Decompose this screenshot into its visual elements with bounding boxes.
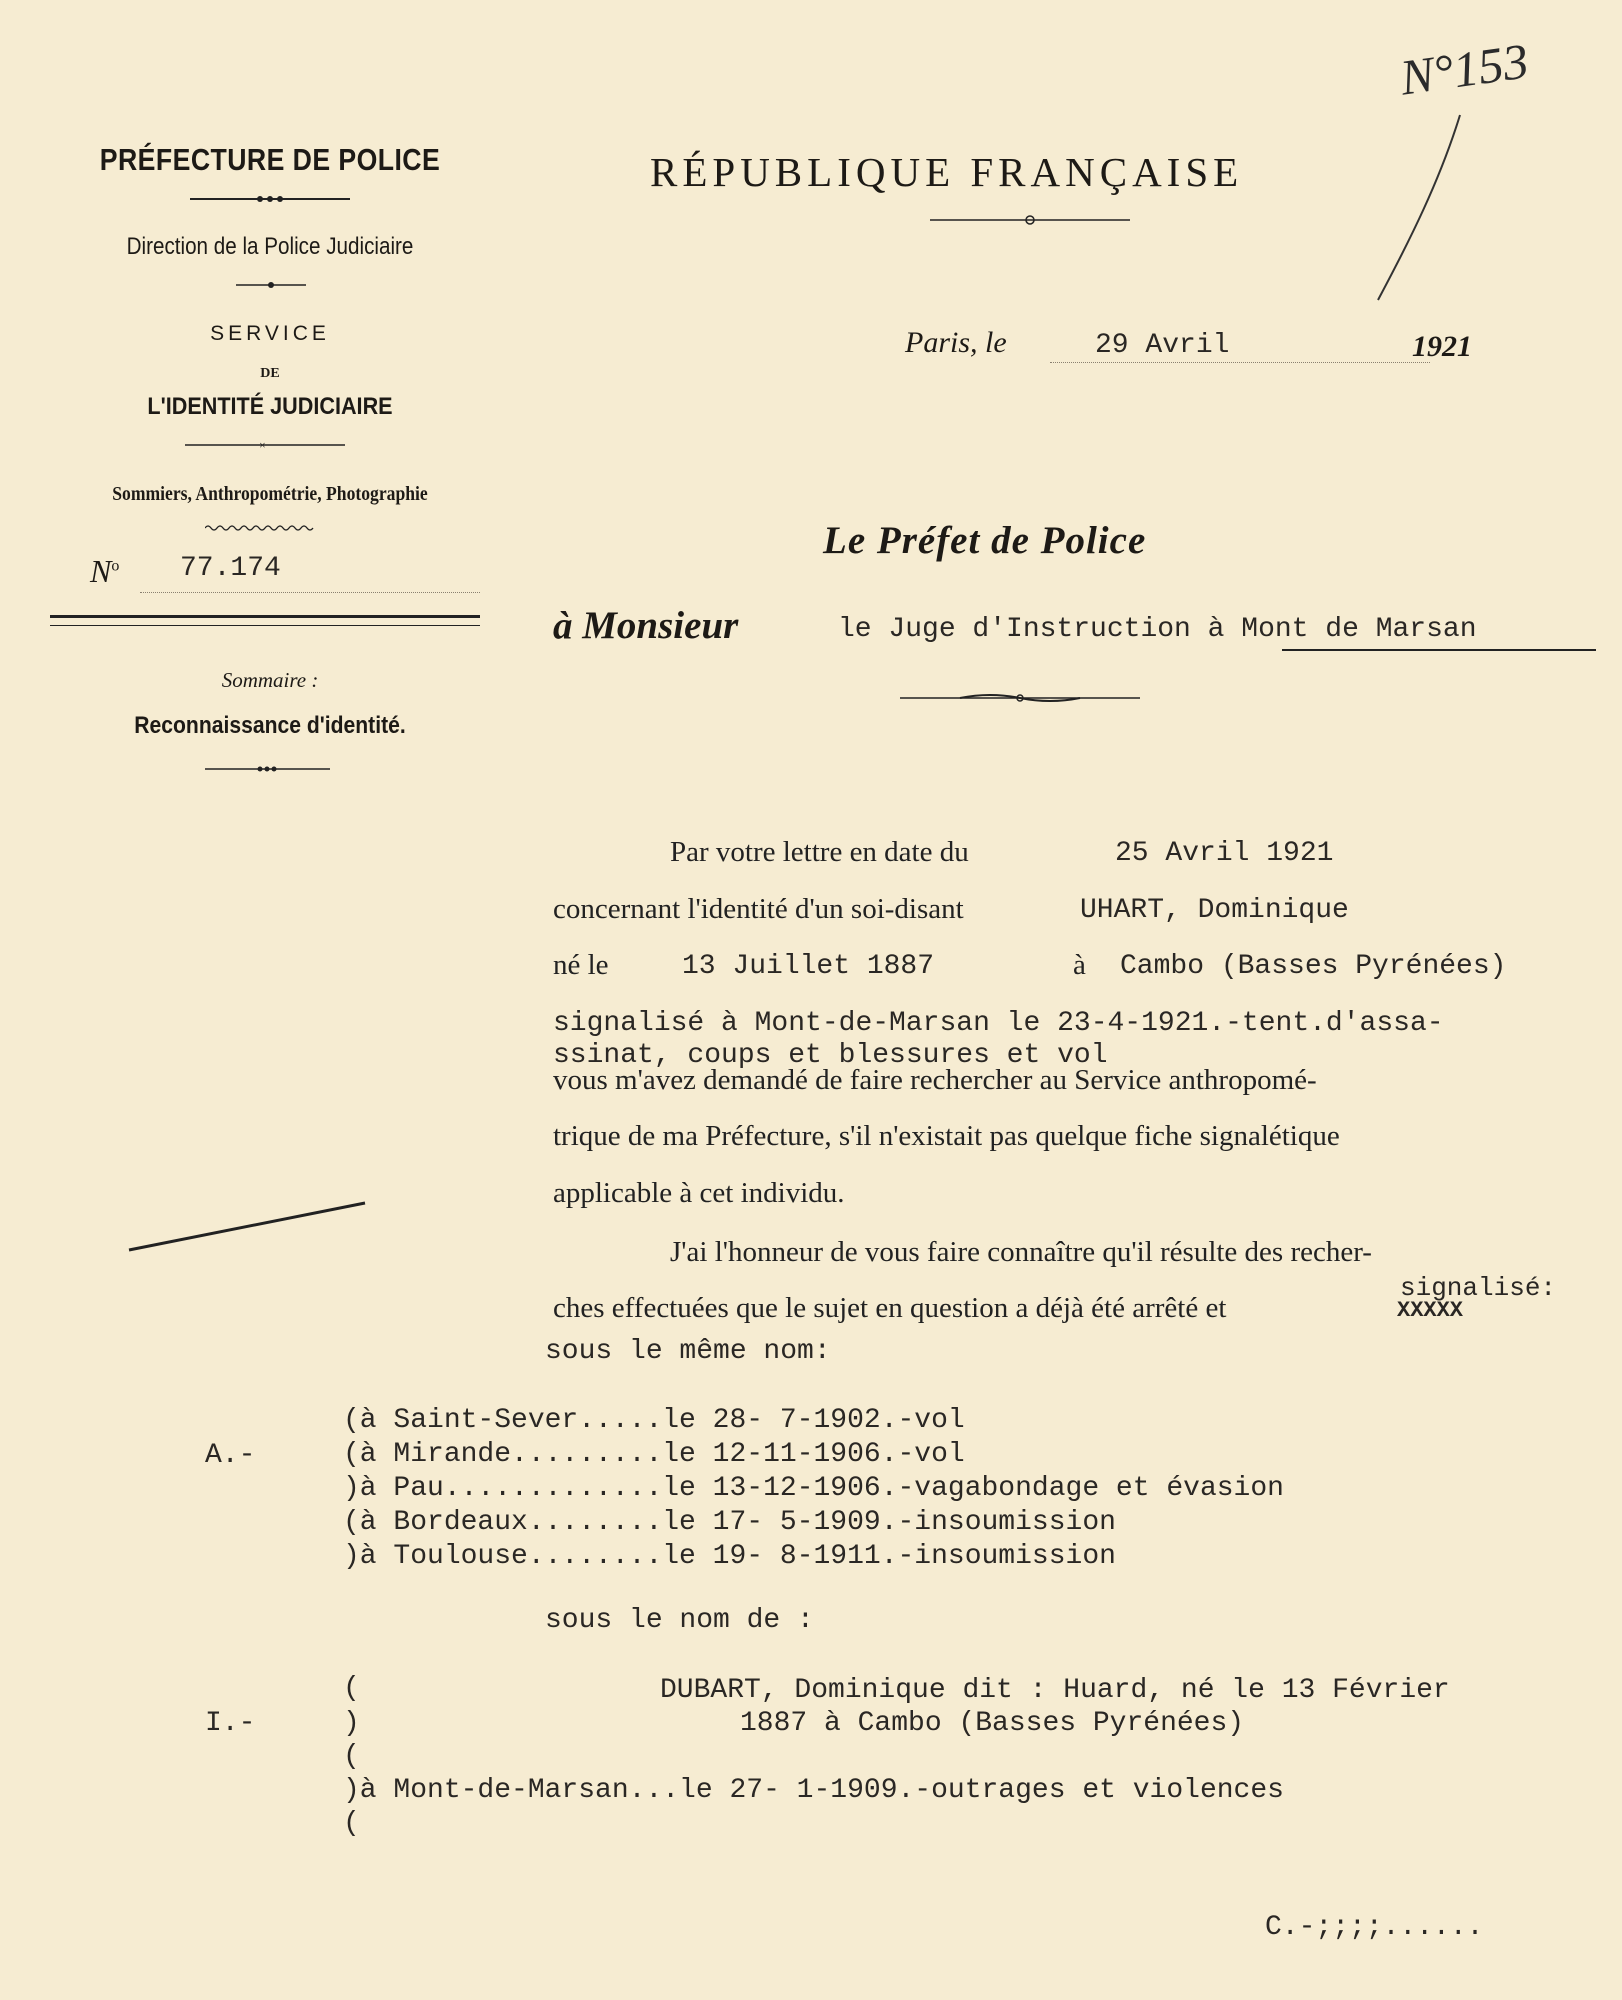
record-row: )à Mont-de-Marsan...le 27- 1-1909.-outrages et violences	[343, 1775, 1284, 1806]
body-line-9: J'ai l'honneur de vous faire connaître qu'il résulte des recher-	[670, 1236, 1372, 1268]
letter-date: 29 Avril	[1095, 330, 1230, 361]
sommiers-label: Sommiers, Anthropométrie, Photographie	[112, 483, 428, 505]
body-line-3b: 13 Juillet 1887	[682, 951, 935, 982]
body-line-3a: né le	[553, 949, 609, 981]
body-line-10: ches effectuées que le sujet en question a déjà été arrêté et	[553, 1292, 1227, 1324]
alias-line-2: 1887 à Cambo (Basses Pyrénées)	[740, 1708, 1245, 1739]
body-line-10-insert: signalisé:	[1400, 1273, 1557, 1303]
body-line-6: vous m'avez demandé de faire rechercher au Service anthropomé-	[553, 1064, 1317, 1096]
ornament-divider	[185, 440, 345, 450]
prefecture-title: PRÉFECTURE DE POLICE	[99, 142, 441, 177]
dotted-line	[140, 592, 480, 593]
body-line-4: signalisé à Mont-de-Marsan le 23-4-1921.-tent.d'assa-	[553, 1008, 1444, 1039]
body-line-5: ssinat, coups et blessures et vol	[553, 1040, 1108, 1071]
body-line-11: sous le même nom:	[545, 1336, 831, 1367]
recipient: le Juge d'Instruction à Mont de Marsan	[838, 614, 1477, 645]
salutation: à Monsieur	[553, 604, 739, 647]
body-line-2a: concernant l'identité d'un soi-disant	[553, 893, 964, 925]
paren: (	[343, 1741, 360, 1772]
paris-label: Paris, le	[905, 326, 1007, 359]
numero-value: 77.174	[180, 553, 281, 584]
sender-title: Le Préfet de Police	[823, 519, 1147, 562]
record-row: (à Saint-Sever.....le 28- 7-1902.-vol	[343, 1405, 965, 1436]
direction-label: Direction de la Police Judiciaire	[126, 233, 414, 260]
ornament-divider	[236, 280, 306, 290]
records-a-label: A.-	[205, 1440, 256, 1471]
record-row: (à Bordeaux........le 17- 5-1909.-insoumission	[343, 1507, 1116, 1538]
handwritten-number: N°153	[1396, 32, 1532, 106]
alias-line-1: DUBART, Dominique dit : Huard, né le 13 Février	[660, 1675, 1450, 1706]
svg-text:×: ×	[259, 440, 266, 450]
ornament-divider	[190, 193, 350, 205]
footer-initials: C.-;;;;......	[1265, 1912, 1484, 1943]
sommaire-label: Sommaire :	[221, 668, 319, 692]
sommaire-value: Reconnaissance d'identité.	[134, 712, 406, 739]
body-line-1a: Par votre lettre en date du	[670, 836, 969, 868]
double-rule	[50, 615, 480, 626]
ornament-divider	[900, 692, 1140, 704]
ornament-divider	[930, 214, 1130, 226]
paren: (	[343, 1808, 360, 1839]
pencil-stroke	[125, 1195, 375, 1255]
records-b-intro: sous le nom de :	[545, 1605, 814, 1636]
identite-judiciaire-label: L'IDENTITÉ JUDICIAIRE	[147, 393, 393, 420]
body-line-7: trique de ma Préfecture, s'il n'existait pas quelque fiche signalétique	[553, 1120, 1340, 1152]
paren: (	[343, 1673, 360, 1704]
republique-title: RÉPUBLIQUE FRANÇAISE	[650, 149, 1244, 195]
paren: )	[343, 1708, 360, 1739]
wavy-divider	[205, 524, 315, 532]
records-b-label: I.-	[205, 1708, 256, 1739]
body-line-1b: 25 Avril 1921	[1115, 838, 1334, 869]
de-label: DE	[260, 366, 280, 381]
letter-year: 1921	[1412, 330, 1472, 363]
underline	[1282, 649, 1596, 651]
record-row: (à Mirande.........le 12-11-1906.-vol	[343, 1439, 965, 1470]
pencil-stroke	[1370, 110, 1470, 310]
body-line-2b: UHART, Dominique	[1080, 895, 1349, 926]
ornament-divider	[205, 764, 330, 774]
numero-label: $N^o$	[90, 553, 120, 589]
dotted-line	[1050, 362, 1430, 363]
record-row: )à Pau.............le 13-12-1906.-vagabondage et évasion	[343, 1473, 1284, 1504]
body-line-3c: à	[1073, 949, 1086, 981]
record-row: )à Toulouse........le 19- 8-1911.-insoumission	[343, 1541, 1116, 1572]
body-line-8: applicable à cet individu.	[553, 1177, 845, 1209]
struck-text: XXXXX	[1397, 1298, 1464, 1323]
service-label: SERVICE	[210, 322, 330, 345]
body-line-3d: Cambo (Basses Pyrénées)	[1120, 951, 1507, 982]
